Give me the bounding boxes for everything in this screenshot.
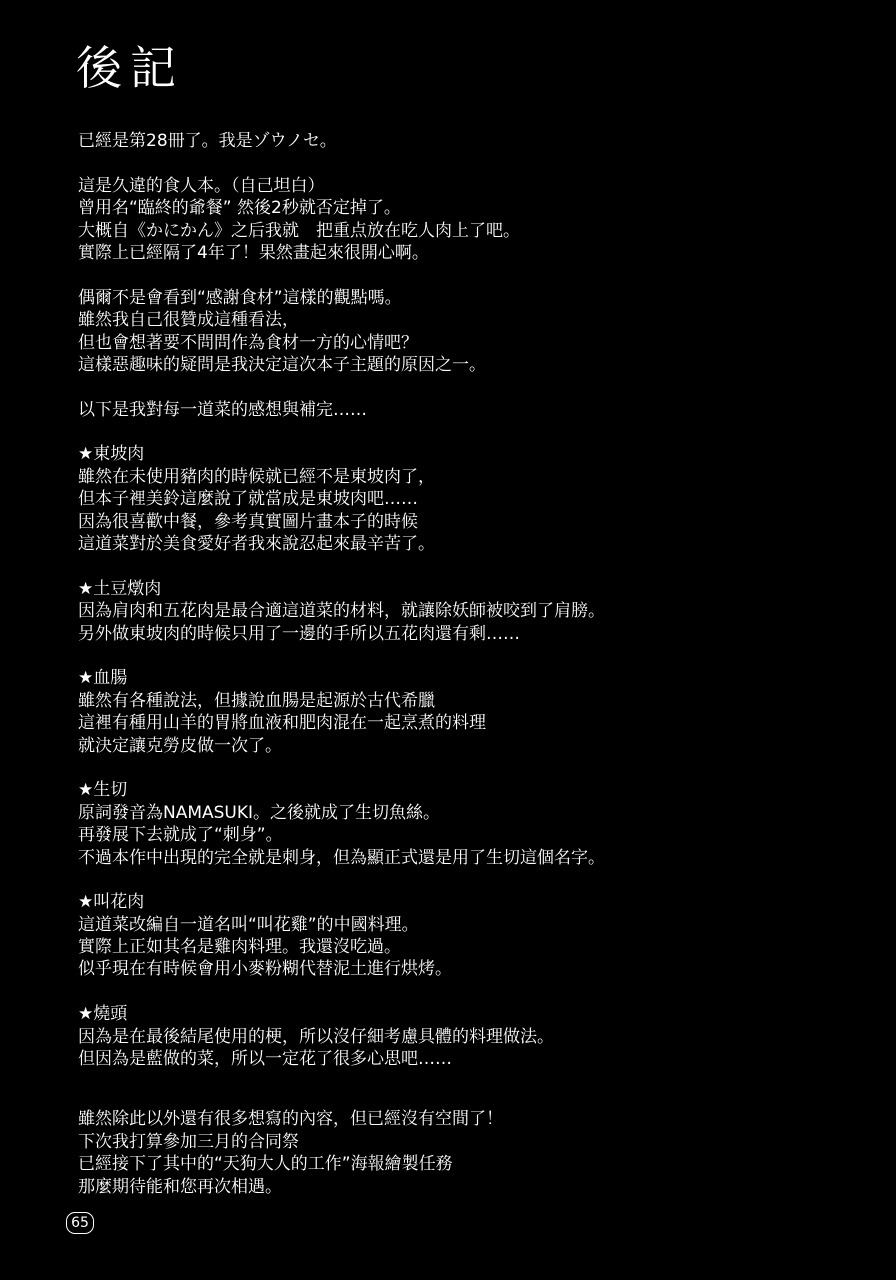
- text-line: 這是久違的食人本。（自己坦白）: [78, 175, 325, 196]
- text-line: 這道菜對於美食愛好者我來說忍起來最辛苦了。: [78, 534, 435, 555]
- text-line: 以下是我對每一道菜的感想與補完……: [78, 399, 367, 420]
- text-line: 實際上已經隔了4年了！果然畫起來很開心啊。: [78, 242, 429, 263]
- text-line: 似乎現在有時候會用小麥粉糊代替泥土進行烘烤。: [78, 959, 452, 980]
- text-line: 大概自《かにかん》之后我就 把重点放在吃人肉上了吧。: [78, 220, 520, 241]
- text-line: 偶爾不是會看到“感謝食材”這樣的觀點嗎。: [78, 287, 402, 308]
- section-heading: ★燒頭: [78, 1004, 128, 1025]
- text-line: 這裡有種用山羊的胃將血液和肥肉混在一起烹煮的料理: [78, 713, 486, 734]
- text-line: 實際上正如其名是雞肉料理。我還沒吃過。: [78, 937, 401, 958]
- afterword-body: [78, 130, 878, 1198]
- text-line: 這樣惡趣味的疑問是我決定這次本子主題的原因之一。: [78, 354, 486, 375]
- text-line: 再發展下去就成了“刺身”。: [78, 825, 283, 846]
- text-line: 雖然在未使用豬肉的時候就已經不是東坡肉了，: [78, 466, 435, 487]
- section-heading: ★血腸: [78, 668, 128, 689]
- text-line: 但因為是藍做的菜，所以一定花了很多心思吧……: [78, 1049, 452, 1070]
- section-heading: ★生切: [78, 780, 128, 801]
- text-line: 因為很喜歡中餐，參考真實圖片畫本子的時候: [78, 511, 418, 532]
- text-line: 已經是第28冊了。我是ゾウノセ。: [78, 131, 337, 151]
- text-line: 因為是在最後結尾使用的梗，所以沒仔細考慮具體的料理做法。: [78, 1026, 554, 1047]
- page-number: 65: [66, 1212, 94, 1234]
- section-heading: ★叫花肉: [78, 892, 145, 913]
- text-line: 曾用名“臨終的爺餐” 然後2秒就否定掉了。: [78, 198, 401, 219]
- text-line: 不過本作中出現的完全就是刺身，但為顯正式還是用了生切這個名字。: [78, 847, 605, 868]
- text-line: 下次我打算參加三月的合同祭: [78, 1131, 299, 1152]
- text-line: 另外做東坡肉的時候只用了一邊的手所以五花肉還有剩……: [78, 623, 520, 644]
- text-line: 雖然除此以外還有很多想寫的內容，但已經沒有空間了！: [78, 1109, 503, 1130]
- text-line: 雖然我自己很贊成這種看法，: [78, 310, 299, 331]
- text-line: 但本子裡美鈴這麼說了就當成是東坡肉吧……: [78, 489, 418, 510]
- text-line: 因為肩肉和五花肉是最合適這道菜的材料，就讓除妖師被咬到了肩膀。: [78, 601, 605, 622]
- text-line: 雖然有各種說法，但據說血腸是起源於古代希臘: [78, 690, 435, 711]
- text-line: 已經接下了其中的“天狗大人的工作”海報繪製任務: [78, 1154, 453, 1175]
- text-line: 原詞發音為NAMASUKI。之後就成了生切魚絲。: [78, 802, 441, 823]
- text-line: 但也會想著要不問問作為食材一方的心情吧？: [78, 332, 418, 353]
- text-line: 這道菜改編自一道名叫“叫花雞”的中國料理。: [78, 914, 419, 935]
- text-line: 就決定讓克勞皮做一次了。: [78, 735, 282, 756]
- section-heading: ★東坡肉: [78, 444, 145, 465]
- text-line: 那麼期待能和您再次相遇。: [78, 1176, 282, 1197]
- section-heading: ★土豆燉肉: [78, 578, 162, 599]
- page-title: 後記: [76, 41, 184, 95]
